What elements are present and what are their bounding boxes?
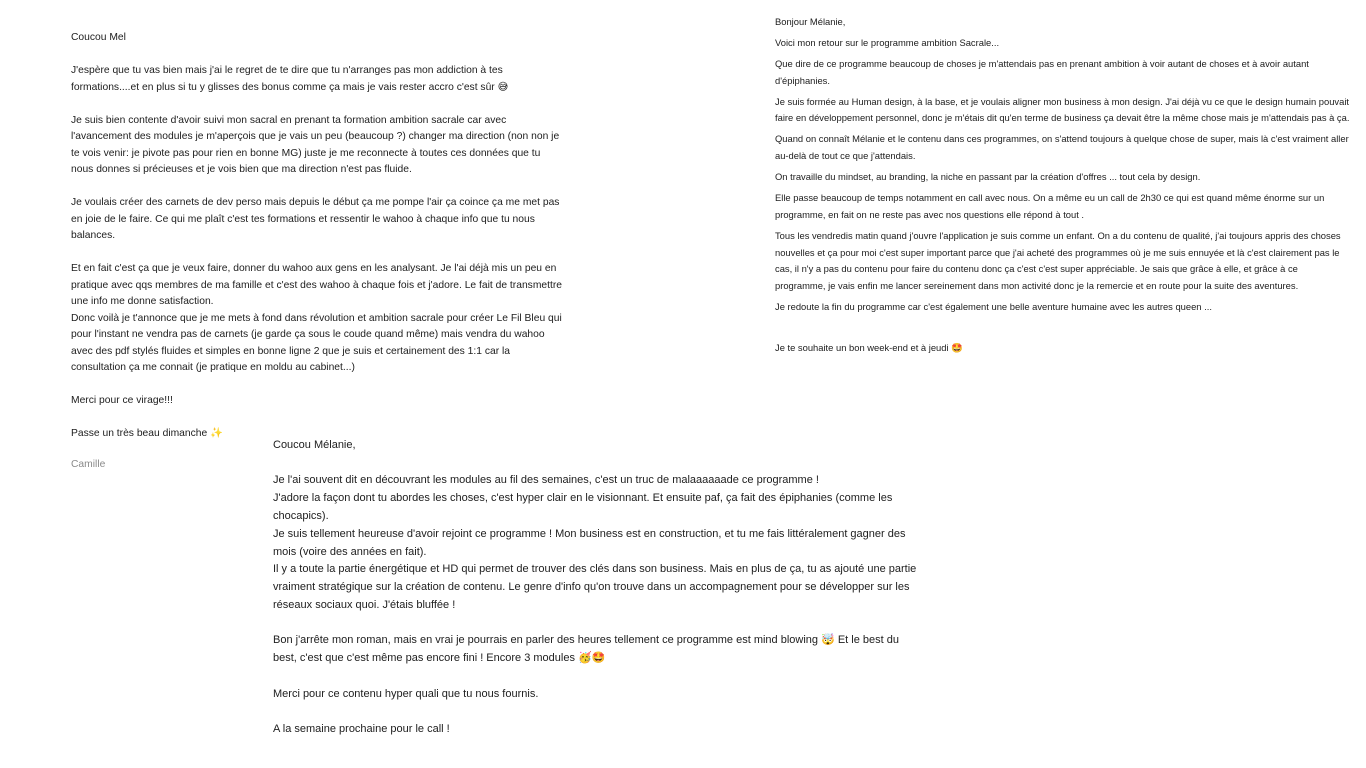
paragraph: Je voulais créer des carnets de dev perso mais depuis le début ça me pompe l'air ça coince ça me met pas en joie de le faire. Ce qui me plaît c'est tes formations et ressentir le wahoo à chaque info que tu nous balances. <box>71 197 560 241</box>
greeting: Coucou Mel <box>71 32 126 43</box>
greeting: Coucou Mélanie, <box>273 439 356 451</box>
closing-line: Je te souhaite un bon week-end et à jeudi 🤩 <box>775 341 963 353</box>
paragraph: Merci pour ce virage!!! <box>71 395 173 406</box>
paragraph: Bon j'arrête mon roman, mais en vrai je pourrais en parler des heures tellement ce programme est mind blowing 🤯 Et le best du best, c'est que c'est même pas encore fini ! Encore 3 modules 🥳🤩 <box>273 634 899 665</box>
testimonial-camille <box>71 30 563 473</box>
paragraph: Quand on connaît Mélanie et le contenu dans ces programmes, on s'attend toujours à quelque chose de super, mais là c'est vraiment aller au-delà de tout ce que j'attendais. <box>775 133 1349 162</box>
paragraph: Tous les vendredis matin quand j'ouvre l'application je suis comme un enfant. On a du contenu de qualité, j'ai toujours appris des choses nouvelles et ça pour moi c'est super important parce que j'ai acheté des programmes où je me suis ennuyée et là c'est clairement pas le cas, il n'y a pas du contenu pour faire du contenu donc ça c'est c'est super appréciable. Je sais que grâce à elle, et grâce à ce programme, je vais enfin me lancer sereinement dans mon activité donc je la remercie et en route pour la suite des aventures. <box>775 229 1341 291</box>
paragraph: Il y a toute la partie énergétique et HD qui permet de trouver des clés dans son business. Mais en plus de ça, tu as ajouté une partie vraiment stratégique sur la création de contenu. Le genre d'info qu'on trouve dans un accompagnement pour se développer sur les réseaux sociaux quoi. J'étais bluffée ! <box>273 563 917 611</box>
paragraph: J'espère que tu vas bien mais j'ai le regret de te dire que tu n'arranges pas mon addiction à tes formations....et en plus si tu y glisses des bonus comme ça mais je vais rester accro c'est sûr 😅 <box>71 65 509 93</box>
paragraph: J'adore la façon dont tu abordes les choses, c'est hyper clair en le visionnant. Et ensuite paf, ça fait des épiphanies (comme les chocapics). <box>273 492 893 522</box>
paragraph: Merci pour ce contenu hyper quali que tu nous fournis. <box>273 687 539 700</box>
testimonial-bottom <box>273 437 923 739</box>
testimonial-right <box>775 14 1350 361</box>
closing-line: Passe un très beau dimanche ✨ <box>71 428 223 439</box>
paragraph: Je redoute la fin du programme car c'est également une belle aventure humaine avec les autres queen ... <box>775 300 1212 312</box>
paragraph: Voici mon retour sur le programme ambition Sacrale... <box>775 37 1000 48</box>
paragraph: Je suis formée au Human design, à la base, et je voulais aligner mon business à mon design. J'ai déjà vu ce que le design humain pouvait faire en développement personnel, donc je m'étais dit qu'en terme de business ça devait être la même chose mais je m'attendais pas à ça. <box>775 95 1350 124</box>
closing-line: A la semaine prochaine pour le call ! <box>273 722 450 735</box>
greeting: Bonjour Mélanie, <box>775 16 846 27</box>
paragraph: Donc voilà je t'annonce que je me mets à fond dans révolution et ambition sacrale pour créer Le Fil Bleu qui pour l'instant ne vendra pas de carnets (je garde ça sous le coude quand même) mais vendra du wahoo avec des pdf stylés fluides et simples en bonne ligne 2 que je suis et certainement des 1:1 car la consultation ça me connait (je pratique en moldu au cabinet...) <box>71 312 562 373</box>
paragraph: Je l'ai souvent dit en découvrant les modules au fil des semaines, c'est un truc de malaaaaaade ce programme ! <box>273 474 819 487</box>
signature: Camille <box>71 458 106 470</box>
paragraph: Et en fait c'est ça que je veux faire, donner du wahoo aux gens en les analysant. Je l'ai déjà mis un peu en pratique avec qqs membres de ma famille et c'est des wahoo à chaque fois et j'adore. Le fait de transmettre une info me donne satisfaction. <box>71 263 563 307</box>
paragraph: Je suis bien contente d'avoir suivi mon sacral en prenant ta formation ambition sacrale car avec l'avancement des modules je m'aperçois que je vais un peu (beaucoup ?) changer ma direction (non non je te vois venir: je pivote pas pour rien en bonne MG) juste je me reconnecte à toutes ces données que tu nous donnes si précieuses et je vois bien que ma direction n'est pas fluide. <box>71 114 560 175</box>
paragraph: On travaille du mindset, au branding, la niche en passant par la création d'offres ... tout cela by design. <box>775 171 1201 183</box>
paragraph: Que dire de ce programme beaucoup de choses je m'attendais pas en prenant ambition à voir autant de choses et à avoir autant d'épiphanies. <box>775 58 1309 86</box>
paragraph: Elle passe beaucoup de temps notamment en call avec nous. On a même eu un call de 2h30 ce qui est quand même énorme sur un programme, en fait on ne reste pas avec nos questions elle répond à tout . <box>775 192 1325 220</box>
paragraph: Je suis tellement heureuse d'avoir rejoint ce programme ! Mon business est en construction, et tu me fais littéralement gagner des mois (voire des années en fait). <box>273 527 906 558</box>
